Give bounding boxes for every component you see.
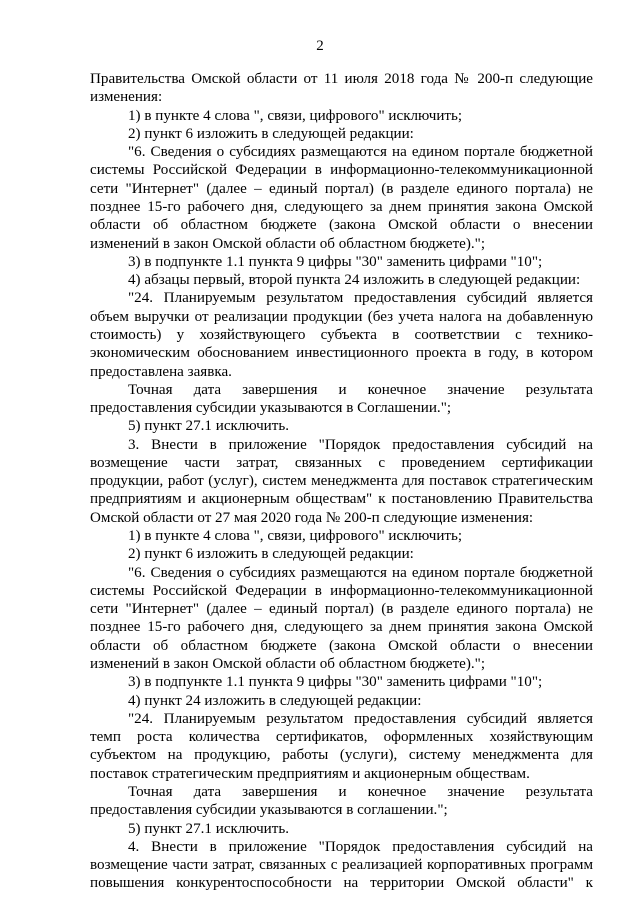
paragraph: 5) пункт 27.1 исключить. [128, 418, 290, 435]
paragraph: "6. Сведения о субсидиях размещаются на едином портале бюджетной системы Российской Федерации в информационно-телекоммуникационной сети "Интернет" (далее – единый портал) (в разделе единого портала) не позднее 15-го рабочего дня, следующего за днем принятия закона Омской области об областном бюджете (закона Омской области о внесении изменений в закон Омской области об областном бюджете)."; [90, 144, 593, 252]
paragraph: 2) пункт 6 изложить в следующей редакции: [128, 546, 414, 563]
paragraph: 1) в пункте 4 слова ", связи, цифрового" исключить; [128, 528, 463, 545]
paragraph: 4) пункт 24 изложить в следующей редакции: [128, 692, 422, 709]
paragraph: Правительства Омской области от 11 июля 2018 года № 200-п следующие изменения: [90, 71, 593, 106]
paragraph: "24. Планируемым результатом предоставления субсидий является темп роста количества сертификатов, оформленных хозяйствующим субъектом на продукцию, работы (услуги), систему менеджмента для поставок стратегическим предприятиям и акционерным обществам. [90, 710, 593, 782]
paragraph: "6. Сведения о субсидиях размещаются на едином портале бюджетной системы Российской Федерации в информационно-телекоммуникационной сети "Интернет" (далее – единый портал) (в разделе единого портала) не позднее 15-го рабочего дня, следующего за днем принятия закона Омской области об областном бюджете (закона Омской области о внесении изменений в закон Омской области об областном бюджете)."; [90, 564, 593, 672]
paragraph: 4. Внести в приложение "Порядок предоставления субсидий на возмещение части затрат, связанных с реализацией корпоративных программ повышения конкурентоспособности на территории Омской области" к [90, 838, 593, 892]
paragraph: 1) в пункте 4 слова ", связи, цифрового" исключить; [128, 107, 463, 124]
paragraph: Точная дата завершения и конечное значение результата предоставления субсидии указываются в соглашении."; [90, 783, 593, 819]
paragraph: Точная дата завершения и конечное значение результата предоставления субсидии указываются в Соглашении."; [90, 381, 593, 417]
paragraph: 3) в подпункте 1.1 пункта 9 цифры "30" заменить цифрами "10"; [128, 674, 543, 691]
paragraph: 3. Внести в приложение "Порядок предоставления субсидий на возмещение части затрат, связанных с проведением сертификации продукции, работ (услуг), систем менеджмента для поставок стратегическим предприятиям и акционерным обществам" к постановлению Правительства Омской области от 27 мая 2020 года № 200-п следующие изменения: [90, 436, 593, 526]
page-number: 2 [316, 38, 324, 54]
document-body [90, 70, 593, 893]
paragraph: 3) в подпункте 1.1 пункта 9 цифры "30" заменить цифрами "10"; [128, 253, 543, 270]
paragraph: 4) абзацы первый, второй пункта 24 изложить в следующей редакции: [128, 272, 581, 289]
paragraph: 2) пункт 6 изложить в следующей редакции: [128, 125, 414, 142]
paragraph: 5) пункт 27.1 исключить. [128, 820, 290, 837]
paragraph: "24. Планируемым результатом предоставления субсидий является объем выручки от реализации продукции (без учета налога на добавленную стоимость) у хозяйствующего субъекта в соответствии с технико-экономическим обоснованием инвестиционного проекта в году, в котором предоставлена заявка. [90, 290, 593, 380]
